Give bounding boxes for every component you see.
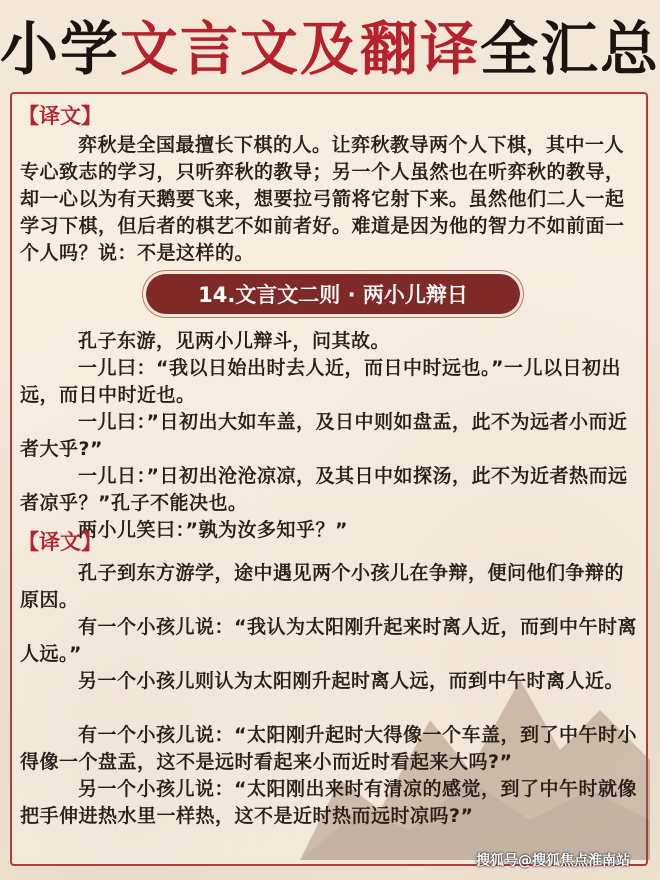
translation-text-1: 弈秋是全国最擅长下棋的人。让弈秋教导两个人下棋，其中一人专心致志的学习，只听弈秋的教导；另一个人虽然也在听弈秋的教导，却一心以为有天鹅要飞来，想要拉弓箭将它射下来。虽然他们二人一起学习下棋，但后者的棋艺不如前者好。难道是因为他的智力不如前面一个人吗？说：不是这样的。 bbox=[20, 134, 625, 264]
translation2-line-1: 孔子到东方游学，途中遇见两个小孩儿在争辩，便问他们争辩的原因。 bbox=[20, 562, 625, 611]
title-part-3: 全汇总 bbox=[480, 15, 660, 83]
translation-label-2: 【译文】 bbox=[18, 530, 102, 554]
original-line-4: 一儿日：”日初出沧沧凉凉，及其日中如探汤，此不为近者热而远者凉乎？”孔子不能决也。 bbox=[20, 465, 628, 514]
translation2-line-5: 另一个小孩儿说：“太阳刚出来时有清凉的感觉，到了中午时就像把手伸进热水里一样热，这不是近时热而远时凉吗?” bbox=[20, 778, 637, 827]
title-part-2: 文言文及翻译 bbox=[120, 15, 481, 83]
original-line-3: 一儿曰：”日初出大如车盖，及日中则如盘盂，此不为远者小而近者大乎?” bbox=[20, 411, 628, 460]
watermark-text: 搜狐号@搜狐焦点淮南站 bbox=[476, 853, 630, 869]
title-part-1: 小学 bbox=[0, 15, 120, 83]
page-title bbox=[0, 0, 660, 88]
translation2-line-2: 有一个小孩儿说：“我认为太阳刚升起来时离人近，而到中午时离人远。” bbox=[20, 616, 637, 665]
original-line-1: 孔子东游，见两小儿辩斗，问其故。 bbox=[78, 330, 391, 352]
original-line-2: 一儿曰：“我以日始出时去人近，而日中时远也。”一儿以日初出远，而日中时近也。 bbox=[20, 357, 621, 406]
translation-label-1: 【译文】 bbox=[18, 104, 102, 128]
translation2-line-3: 另一个小孩儿则认为太阳刚升起时离人远，而到中午时离人近。 bbox=[78, 670, 625, 692]
translation2-line-4: 有一个小孩儿说：“太阳刚升起时大得像一个车盖，到了中午时小得像一个盘盂，这不是远时看起来小而近时看起来大吗?” bbox=[20, 724, 637, 773]
original-line-5: 两小儿笑曰：”孰为汝多知乎？” bbox=[78, 519, 348, 541]
lesson-title-banner: 14.文言文二则 · 两小儿辩日 bbox=[146, 274, 520, 314]
